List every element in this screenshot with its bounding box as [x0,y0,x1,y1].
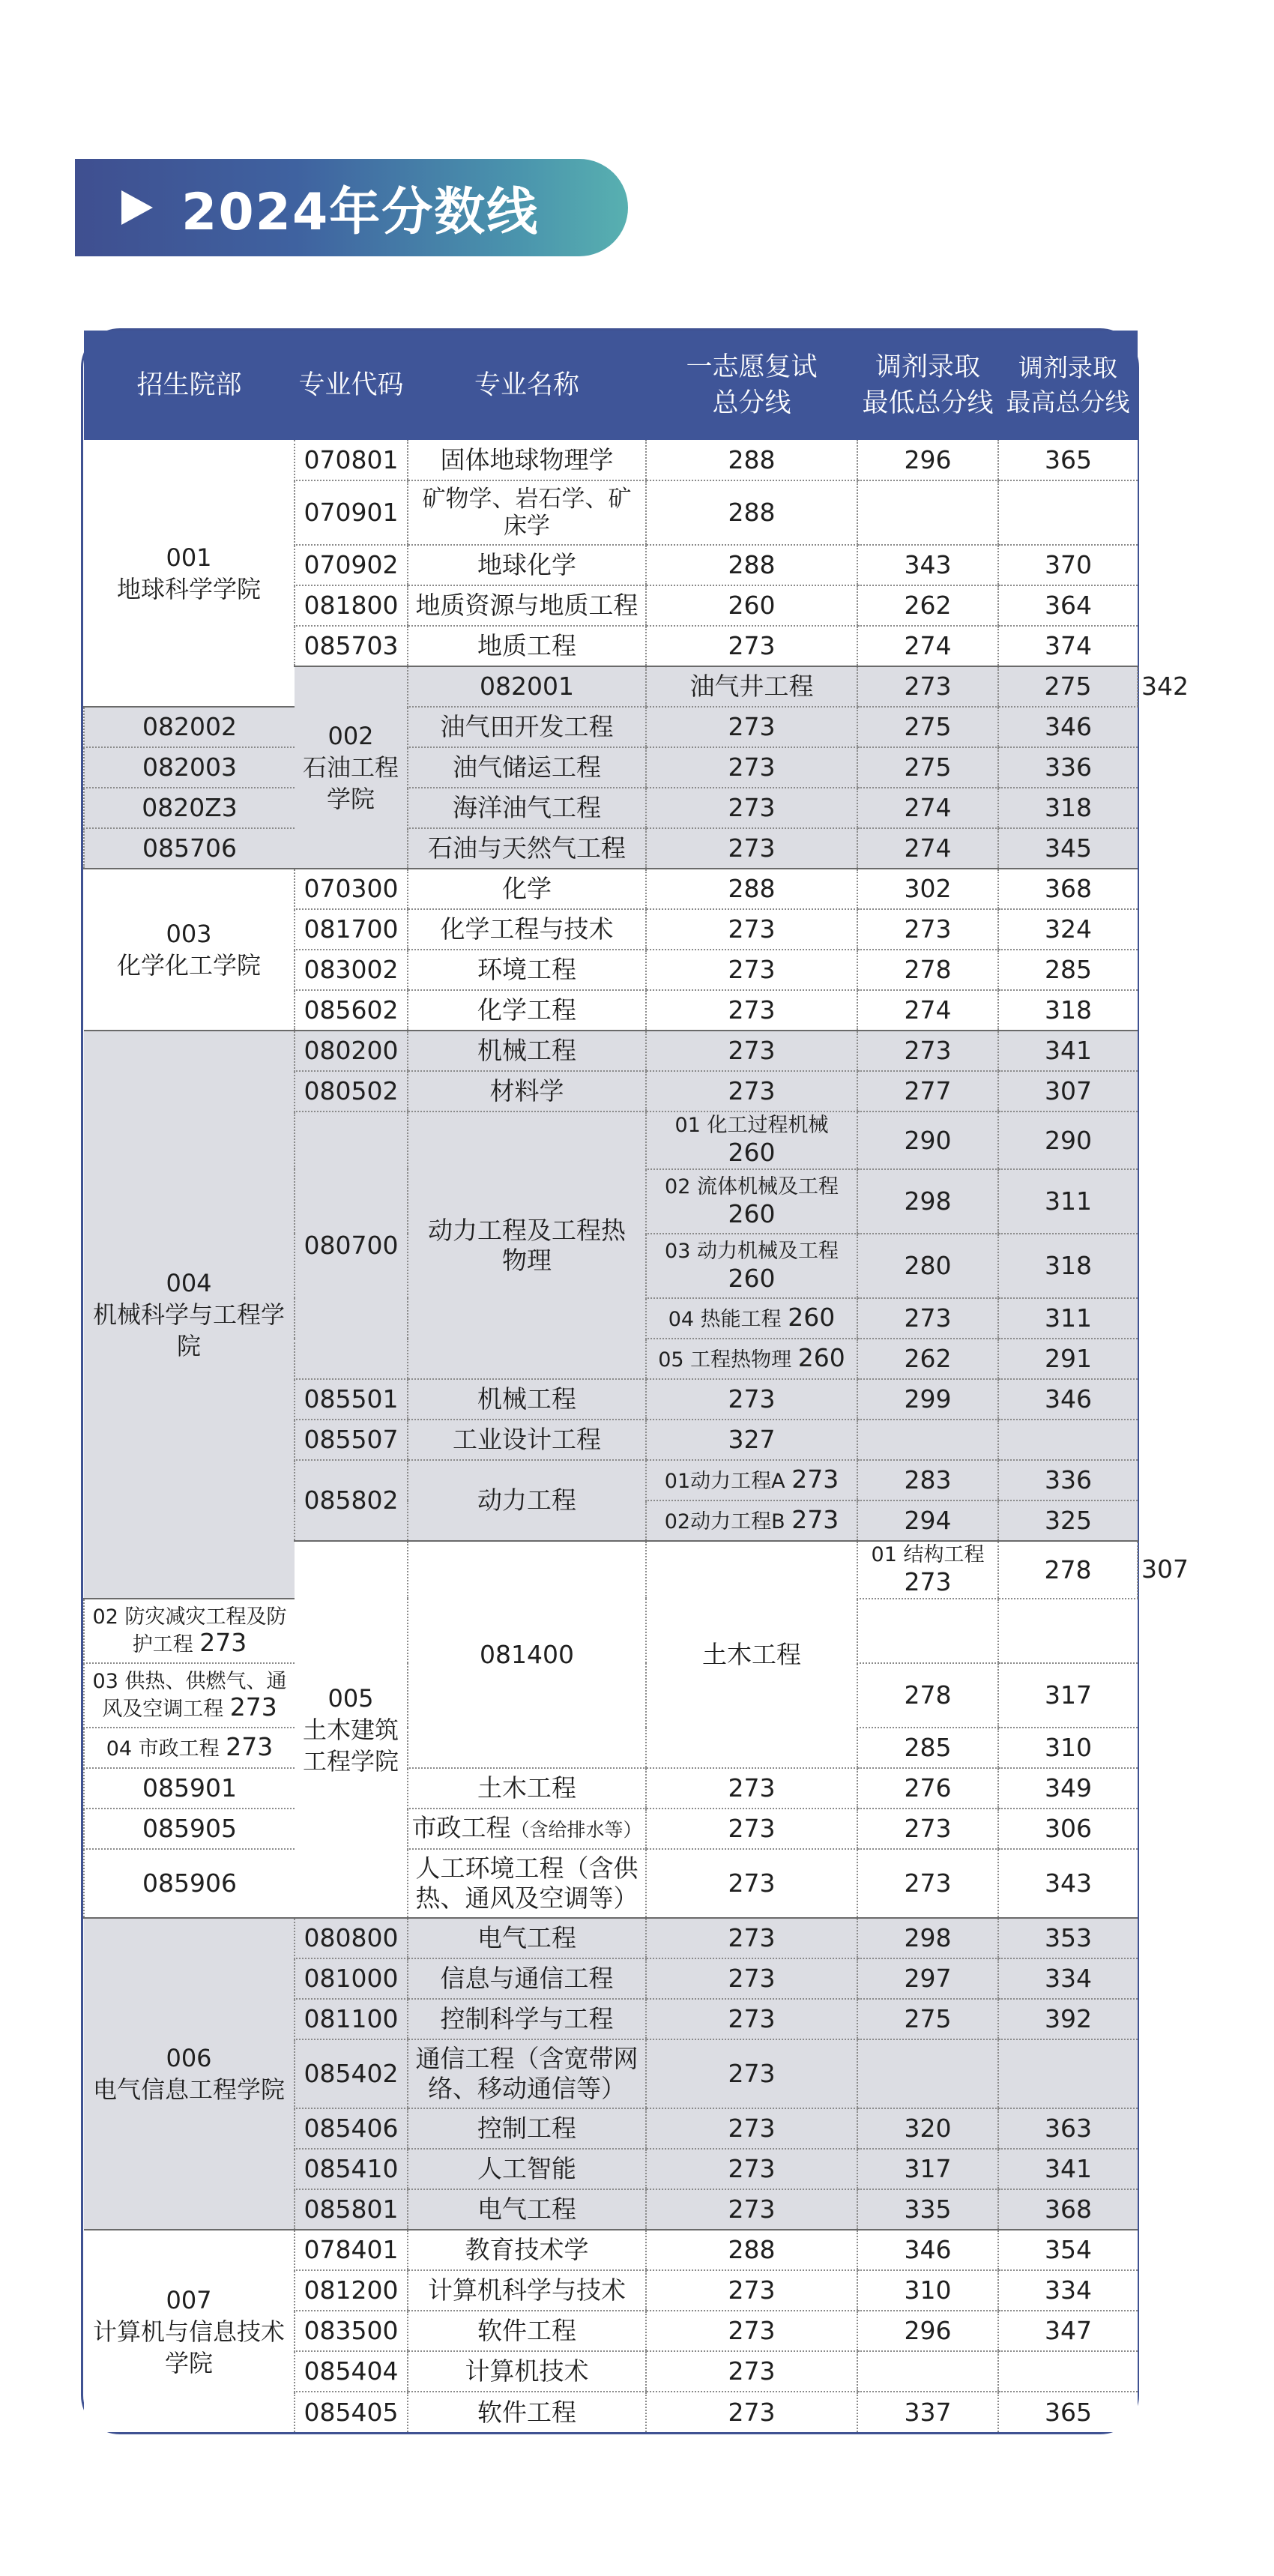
first-choice-score: 273 [646,1768,857,1809]
sub-direction: 02动力工程B 273 [646,1500,857,1541]
header-code: 专业代码 [295,331,408,440]
adjust-max-score: 318 [998,1234,1138,1298]
adjust-max-score: 364 [998,585,1138,626]
adjust-min-score: 343 [857,545,998,585]
major-code: 085404 [295,2351,408,2392]
major-name: 油气井工程 [646,666,857,707]
adjust-max-score: 374 [998,626,1138,666]
table-row [84,1031,1138,1071]
major-name: 人工环境工程（含供热、通风及空调等） [408,1849,646,1918]
adjust-min-score: 296 [857,2311,998,2351]
major-code: 081200 [295,2270,408,2311]
major-name: 材料学 [408,1071,646,1111]
table-row [84,707,1138,747]
adjust-min-score: 273 [857,1031,998,1071]
adjust-min-score: 262 [857,1339,998,1379]
first-choice-score: 288 [646,545,857,585]
sub-direction: 02 防灾减灾工程及防护工程 273 [84,1599,295,1663]
first-choice-score: 273 [646,2270,857,2311]
dept-cell: 002 石油工程学院 [295,666,408,869]
adjust-min-score: 302 [857,869,998,909]
major-code: 080800 [295,1918,408,1958]
table-row [84,440,1138,480]
major-code: 081000 [295,1958,408,1999]
major-code: 081800 [295,585,408,626]
adjust-max-score: 392 [998,1999,1138,2039]
major-code: 083002 [295,950,408,990]
adjust-min-score: 294 [857,1500,998,1541]
major-code: 082001 [408,666,646,707]
adjust-min-score: 273 [857,1809,998,1849]
adjust-max-score: 343 [998,1849,1138,1918]
adjust-min-score: 285 [857,1728,998,1768]
adjust-max-score: 349 [998,1768,1138,1809]
adjust-min-score: 278 [998,1541,1138,1599]
adjust-max-score: 365 [998,440,1138,480]
major-name: 矿物学、岩石学、矿床学 [408,480,646,545]
play-arrow-icon [121,190,153,225]
major-code: 070901 [295,480,408,545]
first-choice-score: 288 [646,480,857,545]
first-choice-score: 273 [646,1918,857,1958]
adjust-min-score: 274 [857,828,998,869]
major-code: 080700 [295,1111,408,1379]
adjust-min-score [857,480,998,545]
dept-cell: 001 地球科学学院 [84,440,295,707]
first-choice-score: 273 [646,1849,857,1918]
adjust-max-score: 346 [998,707,1138,747]
major-code: 070902 [295,545,408,585]
first-choice-score: 273 [646,1999,857,2039]
adjust-min-score: 346 [857,2230,998,2270]
adjust-min-score: 276 [857,1768,998,1809]
adjust-min-score: 274 [857,788,998,828]
sub-direction: 04 热能工程 260 [646,1298,857,1339]
adjust-min-score: 296 [857,440,998,480]
first-choice-score: 273 [646,707,857,747]
adjust-max-score: 368 [998,2189,1138,2230]
major-code: 078401 [295,2230,408,2270]
major-name: 土木工程 [408,1768,646,1809]
sub-direction: 02 流体机械及工程 260 [646,1169,857,1234]
table-row: 005 土木建筑工程学院 081400 土木工程 01 结构工程 273 278 307 [84,1541,1138,1599]
major-code: 085405 [295,2392,408,2432]
first-choice-score: 273 [646,1958,857,1999]
first-choice-score: 273 [857,666,998,707]
dept-cell: 005 土木建筑工程学院 [295,1541,408,1918]
first-choice-score: 273 [646,2351,857,2392]
adjust-max-score: 285 [998,950,1138,990]
first-choice-score: 273 [646,1071,857,1111]
major-name: 软件工程 [408,2311,646,2351]
major-name: 电气工程 [408,2189,646,2230]
adjust-max-score: 365 [998,2392,1138,2432]
major-code: 085602 [295,990,408,1031]
major-name: 固体地球物理学 [408,440,646,480]
major-name: 地球化学 [408,545,646,585]
major-name: 机械工程 [408,1379,646,1420]
adjust-min-score: 262 [857,585,998,626]
major-name: 地质资源与地质工程 [408,585,646,626]
header-adjust-max: 调剂录取 最高总分线 [998,331,1138,440]
major-code: 085501 [295,1379,408,1420]
first-choice-score: 273 [646,2039,857,2108]
first-choice-score: 273 [646,1379,857,1420]
adjust-min-score: 299 [857,1379,998,1420]
adjust-min-score: 278 [857,950,998,990]
adjust-min-score: 275 [857,1999,998,2039]
table-row [84,828,1138,869]
sub-direction: 01 结构工程 273 [857,1541,998,1599]
adjust-max-score: 370 [998,545,1138,585]
adjust-max-score: 307 [998,1071,1138,1111]
major-code: 085410 [295,2149,408,2189]
header-adjust-min: 调剂录取 最低总分线 [857,331,998,440]
major-code: 085802 [295,1460,408,1541]
score-table [81,328,1189,2434]
adjust-min-score: 274 [857,626,998,666]
sub-direction: 03 供热、供燃气、通风及空调工程 273 [84,1663,295,1728]
major-code: 081700 [295,909,408,950]
adjust-max-score: 291 [998,1339,1138,1379]
major-code: 070801 [295,440,408,480]
title-banner [75,159,628,256]
first-choice-score: 273 [646,990,857,1031]
table-row: 002 石油工程学院 082001 油气井工程 273 275 342 [84,666,1138,707]
first-choice-score: 273 [646,2189,857,2230]
major-name: 教育技术学 [408,2230,646,2270]
dept-cell: 004 机械科学与工程学院 [84,1031,295,1599]
major-code: 081400 [408,1541,646,1768]
adjust-max-score: 363 [998,2108,1138,2149]
first-choice-score: 273 [646,909,857,950]
major-code: 081100 [295,1999,408,2039]
dept-cell: 006 电气信息工程学院 [84,1918,295,2230]
adjust-max-score: 334 [998,1958,1138,1999]
first-choice-score: 288 [646,869,857,909]
header-dept: 招生院部 [84,331,295,440]
adjust-max-score: 347 [998,2311,1138,2351]
major-code: 085801 [295,2189,408,2230]
major-code: 085706 [84,828,295,869]
first-choice-score: 260 [646,585,857,626]
table-row [84,2230,1138,2270]
adjust-min-score [857,2351,998,2392]
adjust-max-score: 345 [998,828,1138,869]
major-code: 080200 [295,1031,408,1071]
major-name: 化学 [408,869,646,909]
first-choice-score: 273 [646,788,857,828]
major-name: 控制工程 [408,2108,646,2149]
adjust-max-score: 290 [998,1111,1138,1169]
adjust-min-score: 337 [857,2392,998,2432]
adjust-max-score: 311 [998,1169,1138,1234]
adjust-min-score: 298 [857,1918,998,1958]
major-name: 油气田开发工程 [408,707,646,747]
first-choice-score: 273 [646,2392,857,2432]
major-name: 机械工程 [408,1031,646,1071]
major-name: 计算机技术 [408,2351,646,2392]
adjust-max-score: 325 [998,1500,1138,1541]
major-name: 石油与天然气工程 [408,828,646,869]
sub-direction: 03 动力机械及工程 260 [646,1234,857,1298]
adjust-min-score: 283 [857,1460,998,1500]
header-first-choice: 一志愿复试 总分线 [646,331,857,440]
major-code: 085406 [295,2108,408,2149]
first-choice-score: 288 [646,440,857,480]
major-name: 动力工程及工程热物理 [408,1111,646,1379]
adjust-min-score: 310 [857,2270,998,2311]
adjust-min-score: 275 [998,666,1138,707]
adjust-min-score: 297 [857,1958,998,1999]
adjust-max-score: 311 [998,1298,1138,1339]
adjust-max-score: 336 [998,747,1138,788]
adjust-min-score: 275 [857,707,998,747]
dept-cell: 003 化学化工学院 [84,869,295,1031]
major-name: 油气储运工程 [408,747,646,788]
table-header-row [84,331,1138,440]
adjust-max-score: 368 [998,869,1138,909]
major-name: 计算机科学与技术 [408,2270,646,2311]
adjust-max-score [998,1420,1138,1460]
major-name: 软件工程 [408,2392,646,2432]
major-code: 082002 [84,707,295,747]
adjust-max-score: 318 [998,788,1138,828]
adjust-max-score: 334 [998,2270,1138,2311]
major-code: 085901 [84,1768,295,1809]
adjust-min-score: 335 [857,2189,998,2230]
major-name: 地质工程 [408,626,646,666]
adjust-min-score: 277 [857,1071,998,1111]
adjust-max-score: 341 [998,2149,1138,2189]
major-name: 人工智能 [408,2149,646,2189]
table-row [84,788,1138,828]
major-name: 信息与通信工程 [408,1958,646,1999]
major-name: 环境工程 [408,950,646,990]
adjust-min-score: 320 [857,2108,998,2149]
adjust-min-score [857,1420,998,1460]
adjust-min-score: 278 [857,1663,998,1728]
major-code: 085905 [84,1809,295,1849]
table-row [84,869,1138,909]
major-code: 085906 [84,1849,295,1918]
first-choice-score: 273 [646,747,857,788]
adjust-max-score: 336 [998,1460,1138,1500]
major-code: 085402 [295,2039,408,2108]
table-row [84,1918,1138,1958]
adjust-max-score [998,2039,1138,2108]
major-name: 动力工程 [408,1460,646,1541]
adjust-min-score: 298 [857,1169,998,1234]
sub-direction: 01 化工过程机械 260 [646,1111,857,1169]
major-code: 082003 [84,747,295,788]
adjust-max-score: 354 [998,2230,1138,2270]
first-choice-score: 273 [646,626,857,666]
adjust-min-score: 273 [857,1298,998,1339]
first-choice-score: 273 [646,950,857,990]
table-row [84,1849,1138,1918]
adjust-min-score: 317 [857,2149,998,2189]
adjust-max-score: 346 [998,1379,1138,1420]
table-row [84,747,1138,788]
major-name: 通信工程（含宽带网络、移动通信等） [408,2039,646,2108]
table-row [84,1768,1138,1809]
adjust-min-score [857,2039,998,2108]
major-code: 085703 [295,626,408,666]
table-row [84,1809,1138,1849]
first-choice-score: 273 [646,828,857,869]
dept-cell: 007 计算机与信息技术学院 [84,2230,295,2432]
adjust-min-score: 273 [857,909,998,950]
major-code: 085507 [295,1420,408,1460]
adjust-max-score [998,1599,1138,1663]
adjust-min-score: 290 [857,1111,998,1169]
adjust-min-score: 274 [857,990,998,1031]
first-choice-score: 273 [646,2149,857,2189]
first-choice-score: 288 [646,2230,857,2270]
major-code: 070300 [295,869,408,909]
major-name: 化学工程 [408,990,646,1031]
first-choice-score: 273 [646,1809,857,1849]
major-code: 0820Z3 [84,788,295,828]
sub-direction: 05 工程热物理 260 [646,1339,857,1379]
first-choice-score: 273 [646,2311,857,2351]
sub-direction: 04 市政工程 273 [84,1728,295,1768]
adjust-min-score: 273 [857,1849,998,1918]
page-title: 2024年分数线 [181,182,540,242]
major-name: 土木工程 [646,1541,857,1768]
adjust-max-score: 318 [998,990,1138,1031]
major-name: 控制科学与工程 [408,1999,646,2039]
major-name: 市政工程（含给排水等） [408,1809,646,1849]
adjust-min-score: 275 [857,747,998,788]
major-name: 工业设计工程 [408,1420,646,1460]
sub-direction: 01动力工程A 273 [646,1460,857,1500]
first-choice-score: 327 [646,1420,857,1460]
adjust-max-score: 324 [998,909,1138,950]
major-name: 海洋油气工程 [408,788,646,828]
header-name: 专业名称 [408,331,646,440]
adjust-max-score: 317 [998,1663,1138,1728]
adjust-min-score [857,1599,998,1663]
adjust-max-score [998,480,1138,545]
adjust-max-score: 353 [998,1918,1138,1958]
major-code: 080502 [295,1071,408,1111]
major-code: 083500 [295,2311,408,2351]
first-choice-score: 273 [646,2108,857,2149]
adjust-max-score: 341 [998,1031,1138,1071]
adjust-max-score: 310 [998,1728,1138,1768]
adjust-max-score [998,2351,1138,2392]
major-name: 化学工程与技术 [408,909,646,950]
adjust-max-score: 306 [998,1809,1138,1849]
major-name: 电气工程 [408,1918,646,1958]
first-choice-score: 273 [646,1031,857,1071]
adjust-min-score: 280 [857,1234,998,1298]
